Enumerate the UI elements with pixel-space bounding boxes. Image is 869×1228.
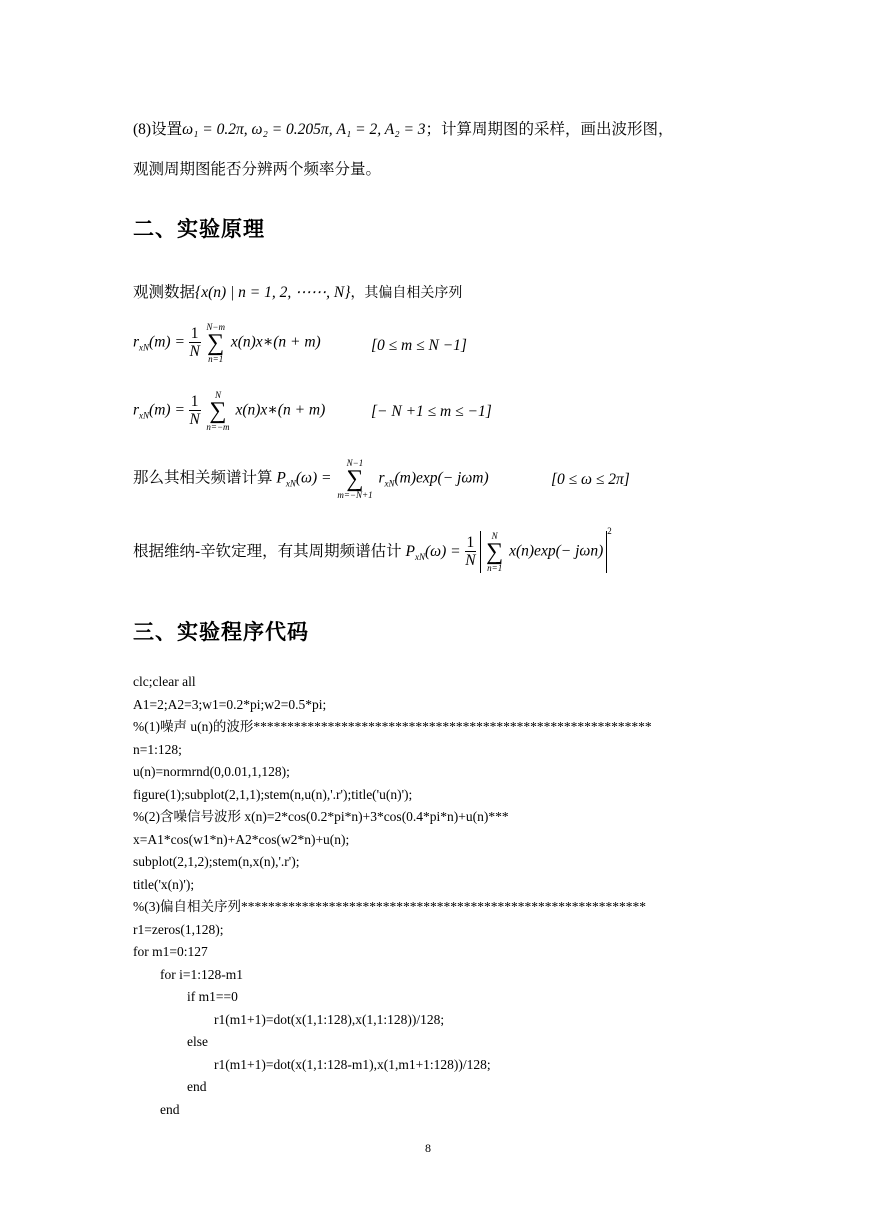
spec-body-sub: xN bbox=[384, 478, 395, 489]
code-line: %(2)含噪信号波形 x(n)=2*cos(0.2*pi*n)+3*cos(0.4*pi*n)+u(n)*** bbox=[133, 809, 509, 824]
spec-prefix: 那么其相关频谱计算 bbox=[133, 469, 273, 487]
code-line: for i=1:128-m1 bbox=[133, 966, 243, 982]
wk-fraction: $\frac{1}{N}$ bbox=[465, 534, 476, 570]
code-listing bbox=[133, 671, 652, 1121]
code-line: subplot(2,1,2);stem(n,x(n),'.r'); bbox=[133, 854, 300, 869]
code-line: u(n)=normrnd(0,0.01,1,128); bbox=[133, 764, 290, 779]
wk-lhs-sub: xN bbox=[415, 552, 426, 562]
eq2-lhs-arg: (m) = bbox=[149, 401, 185, 419]
eq2-sum: N ∑ n=−m bbox=[206, 390, 230, 432]
code-line: %(3)偏自相关序列************************************************************ bbox=[133, 899, 646, 914]
eq2-range: [− N +1 ≤ m ≤ −1] bbox=[371, 403, 492, 420]
code-line: figure(1);subplot(2,1,1);stem(n,u(n),'.r');title('u(n)'); bbox=[133, 786, 413, 802]
code-line: if m1==0 bbox=[133, 989, 238, 1004]
eq2-lhs: r bbox=[133, 401, 140, 419]
spec-sum: N−1 ∑ m=−N+1 bbox=[337, 458, 373, 500]
sigma-icon: ∑ bbox=[209, 398, 227, 424]
code-line: %(1)噪声 u(n)的波形*********************************************************** bbox=[133, 719, 652, 734]
code-line: title('x(n)'); bbox=[133, 876, 195, 892]
spec-body: (m)exp(− jωm) bbox=[394, 469, 489, 487]
sigma-icon: ∑ bbox=[486, 539, 504, 566]
obs-suffix: ，其偏自相关序列 bbox=[350, 286, 463, 301]
item8-params: ω₁ = 0.2π, ω₂ = 0.205π, A₁ = 2, A₂ = 3 bbox=[182, 121, 426, 138]
code-line: for m1=0:127 bbox=[133, 944, 208, 959]
eq1-body: x(n)x∗(n + m) bbox=[230, 333, 321, 351]
section3-heading: 三、实验程序代码 bbox=[133, 620, 309, 644]
spectrum-line bbox=[133, 458, 489, 500]
spec-range: [0 ≤ ω ≤ 2π] bbox=[551, 471, 630, 488]
eq2-body: x(n)x∗(n + m) bbox=[235, 401, 326, 419]
item8-line2: 观测周期图能否分辨两个频率分量。 bbox=[133, 161, 382, 178]
section2-heading: 二、实验原理 bbox=[133, 217, 265, 241]
eq1-range: [0 ≤ m ≤ N −1] bbox=[371, 337, 467, 354]
obs-set: {x(n) | n = 1, 2, ⋯⋯, N} bbox=[195, 284, 351, 301]
sigma-icon: ∑ bbox=[346, 466, 364, 492]
code-line: end bbox=[133, 1101, 180, 1117]
eq1-lhs-arg: (m) = bbox=[149, 333, 185, 351]
wk-lhs-arg: (ω) = bbox=[425, 543, 461, 560]
item8-prefix: (8)设置 bbox=[133, 121, 183, 138]
wk-sum: N ∑ n=1 bbox=[486, 531, 504, 574]
item8-suffix: ；计算周期图的采样，画出波形图， bbox=[425, 121, 674, 138]
spec-body-r: r bbox=[378, 469, 385, 487]
obs-prefix: 观测数据 bbox=[133, 284, 196, 301]
code-line: r1=zeros(1,128); bbox=[133, 921, 224, 937]
eq1-sum: N−m ∑ n=1 bbox=[206, 322, 225, 364]
page-number: 8 bbox=[425, 1141, 431, 1155]
code-line: x=A1*cos(w1*n)+A2*cos(w2*n)+u(n); bbox=[133, 831, 350, 847]
wk-body: x(n)exp(− jωn) bbox=[509, 543, 604, 560]
code-line: r1(m1+1)=dot(x(1,1:128),x(1,1:128))/128; bbox=[133, 1011, 445, 1027]
code-line: else bbox=[133, 1034, 208, 1049]
eq1-lhs-sub: xN bbox=[139, 342, 150, 353]
code-line: n=1:128; bbox=[133, 741, 182, 757]
wk-prefix: 根据维纳-辛钦定理，有其周期频谱估计 bbox=[133, 543, 402, 560]
spec-lhs: P bbox=[276, 469, 286, 487]
wk-lhs: P bbox=[405, 543, 416, 560]
code-line: A1=2;A2=3;w1=0.2*pi;w2=0.5*pi; bbox=[133, 696, 327, 712]
equation-2 bbox=[133, 390, 325, 432]
code-line: r1(m1+1)=dot(x(1,1:128-m1),x(1,m1+1:128))/128; bbox=[133, 1056, 491, 1072]
wiener-khinchin-line bbox=[133, 526, 612, 573]
observation-line bbox=[133, 280, 462, 302]
eq1-lhs: r bbox=[133, 333, 140, 351]
equation-1 bbox=[133, 322, 321, 364]
spec-lhs-arg: (ω) = bbox=[295, 469, 332, 487]
wk-power: 2 bbox=[607, 526, 612, 536]
code-line: end bbox=[133, 1079, 207, 1094]
sigma-icon: ∑ bbox=[207, 330, 225, 356]
eq1-fraction: $\frac{1}{N}$ bbox=[189, 325, 200, 360]
eq2-lhs-sub: xN bbox=[139, 410, 150, 421]
spec-lhs-sub: xN bbox=[285, 478, 296, 489]
code-line: clc;clear all bbox=[133, 674, 196, 689]
item8-line1 bbox=[133, 117, 674, 139]
eq2-fraction: $\frac{1}{N}$ bbox=[189, 393, 200, 428]
wk-abs bbox=[480, 531, 607, 573]
